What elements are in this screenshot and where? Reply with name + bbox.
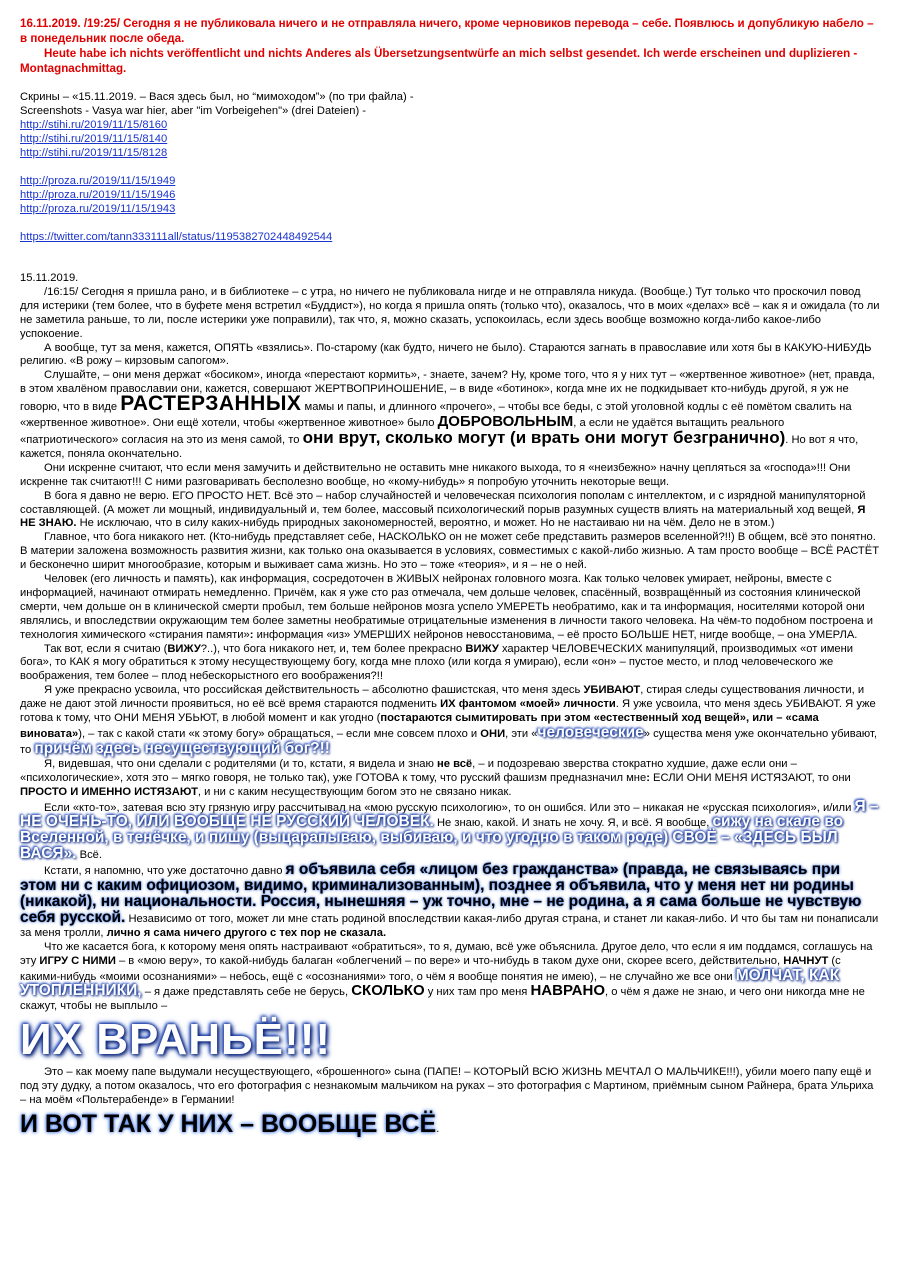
- screenshots-title-de: Screenshots - Vasya war hier, aber "im Vorbeigehen"» (drei Dateien) -: [20, 105, 367, 117]
- header-note: [20, 16, 880, 76]
- stihi-link-2[interactable]: http://stihi.ru/2019/11/15/8140: [20, 133, 168, 145]
- paragraph-2: А вообще, тут за меня, кажется, ОПЯТЬ «взялись». По-старому (как будто, ничего не было). Стараются загнать в православие или хотя бы в КАКУЮ-НИБУДЬ религию. «В рожу – кирзовым сапогом».: [20, 341, 872, 368]
- paragraph-8: Так вот, если я считаю (ВИЖУ?..), что бога никакого нет, и, тем более прекрасно ВИЖУ характер ЧЕЛОВЕЧЕСКИХ манипуляций, производимых «от имени бога», то КАК я могу обратиться к этому несуществующему богу, когда мне плохо (или когда я умираю), если «он» – пустое место, и плод человеческого же воображения, тем более – плод небескорыстного его воображения?!!: [20, 642, 854, 683]
- emphasis-prichyom-zdes: причём здесь несуществующий бог?!!: [34, 739, 330, 757]
- paragraph-11: Если «кто-то», затевая всю эту грязную игру рассчитывал на «мою русскую психологию», то он ошибся. Или это – никакая не «русская психология», и/или Я – НЕ ОЧЕНЬ-ТО, ИЛИ ВООБЩЕ НЕ РУССКИЙ ЧЕЛОВЕК. Не знаю, какой. И знать не хочу. Я, и всё. Я вообще, сижу на скале во Вселенной, в тенёчке, и пишу (выцарапываю, выбиваю, и что угодно в таком роде) СВОЁ – «ЗДЕСЬ БЫЛ ВАСЯ». Всё.: [20, 797, 879, 863]
- stihi-link-3[interactable]: http://stihi.ru/2019/11/15/8128: [20, 147, 168, 159]
- twitter-link[interactable]: https://twitter.com/tann333111all/status/1195382702448492544: [20, 231, 333, 243]
- final-line: И ВОТ ТАК У НИХ – ВООБЩЕ ВСЁ.: [20, 1109, 440, 1138]
- emphasis-zdes-byl-vasya: сижу на скале во Вселенной, в тенёчке, и пишу (выцарапываю, выбиваю, и что угодно в таком роде) СВОЁ – «ЗДЕСЬ БЫЛ ВАСЯ».: [20, 813, 844, 863]
- paragraph-13: Что же касается бога, к которому меня опять настраивают «обратиться», то я, думаю, всё уже объяснила. Другое дело, что если я им поддамся, соглашусь на эту ИГРУ С НИМИ – в «мою веру», то какой-нибудь балаган «облегчений – по вере» и что-нибудь в таком духе они, скорее всего, действительно, НАЧНУТ (с какими-нибудь «моими осознаниями» – небось, ещё с «осознаниями» того, о чём я вообще понятия не имею), – не случайно же все они МОЛЧАТ, КАК УТОПЛЕННИКИ, – я даже представлять себе не берусь, СКОЛЬКО у них там про меня НАВРАНО, о чём я даже не знаю, и чего они никогда мне не скажут, чтобы не выплыло –: [20, 940, 873, 1013]
- proza-link-3[interactable]: http://proza.ru/2019/11/15/1943: [20, 203, 176, 215]
- paragraph-15: Это – как моему папе выдумали несуществующего, «брошенного» сына (ПАПЕ! – КОТОРЫЙ ВСЮ ЖИЗНЬ МЕЧТАЛ О МАЛЬЧИКЕ!!!), убили моего папу ещё и под эту дудку, а потом оказалось, что его фотография с незнакомым мальчиком на руках – это фотография с Мартином, приёмным сыном Райнера, брата Ульриха – на моём «Польтерабенде» в Германии!: [20, 1066, 874, 1107]
- paragraph-3: Слушайте, – они меня держат «босиком», иногда «перестают кормить», - знаете, зачем? Ну, кроме того, что я у них тут – «жертвенное животное» (нет, правда, в этом хвалёном православии они, кажется, совершают ЖЕРТВОПРИНОШЕНИЕ, – в виде «ботинок», когда мне их не подкидывает кто-нибудь другой, я уж не говорю, что в виде РАСТЕРЗАННЫХ мамы и папы, и длинного «прочего», – чтобы все беды, с этой уголовной кодлы с её помётом свалить на «жертвенное животное». Они ещё хотели, чтобы «жертвенное животное» было ДОБРОВОЛЬНЫМ, а если не удаётся вытащить реального «патриотического» согласия на это из меня самой, то они врут, сколько могут (и врать они могут безгранично). Но вот я что, кажется, поняла окончательно.: [20, 369, 875, 460]
- paragraph-9: Я уже прекрасно усвоила, что российская действительность – абсолютно фашистская, что меня здесь УБИВАЮТ, стирая следы существования личности, и даже не дают этой личности проявиться, но её всё время стараются подменить ИХ фантомом «моей» личности. Я уже усвоила, что меня здесь УБИВАЮТ. Я уже готова к тому, что ОНИ МЕНЯ УБЬЮТ, в любой момент и как угодно (постараются сымитировать при этом «естественный ход вещей», или – «сама виновата»), – так с какой стати «к этому богу» обращаться, – если мне совсем плохо и ОНИ, эти «человеческие» существа меня уже окончательно убивают, то причём здесь несуществующий бог?!!: [20, 684, 877, 757]
- headline-ikh-vranyo: [20, 1014, 880, 1066]
- huge-ikh-vranyo: ИХ ВРАНЬЁ!!!: [20, 1015, 332, 1065]
- emphasis-ne-russkiy: Я – НЕ ОЧЕНЬ-ТО, ИЛИ ВООБЩЕ НЕ РУССКИЙ ЧЕЛОВЕК.: [20, 797, 879, 831]
- proza-link-2[interactable]: http://proza.ru/2019/11/15/1946: [20, 189, 176, 201]
- article-body: [20, 272, 880, 1140]
- emphasis-litso-bez-grazhdanstva: я объявила себя «лицом без гражданства» (правда, не связываясь при этом ни с каким официозом, видимо, криминализованным), позднее я объявила, что у меня нет ни родины (никакой), ни национальности. Россия, нынешняя – уж точно, мне – не родина, а я сама больше не чувствую себя русской.: [20, 861, 862, 926]
- emphasis-oni-vrut: они врут, сколько могут (и врать они могут безгранично): [302, 427, 786, 447]
- final-vot-tak: И ВОТ ТАК У НИХ – ВООБЩЕ ВСЁ: [20, 1109, 437, 1138]
- header-note-de: Heute habe ich nichts veröffentlicht und nichts Anderes als Übersetzungsentwürfe an mich selbst gesendet. Ich werde erscheinen und duplizieren - Montagnachmittag.: [20, 47, 858, 75]
- paragraph-7: Человек (его личность и память), как информация, сосредоточен в ЖИВЫХ нейронах головного мозга. Как только человек умирает, нейроны, вместе с информацией, начинают отмирать немедленно. Причём, как я уже сто раз отмечала, чем дольше человек, спасённый, возвращённый из состояния клинической смерти, чем дольше он в клинической смерти пробыл, тем больше нейронов мозга успело УМЕРЕТЬ необратимо, как и та информация, носителями которой они являлись, и впоследствии окружающим тем более заметны необратимые отрицательные изменения в личности такого человека. На чём-то подобном построена и технология химического «стирания памяти»: информация «из» УМЕРШИХ нейронов невосстановима, – её просто БОЛЬШЕ НЕТ, нигде вообще, – она УМЕРЛА.: [20, 573, 873, 641]
- article-date: 15.11.2019.: [20, 272, 79, 284]
- paragraph-5: В бога я давно не верю. ЕГО ПРОСТО НЕТ. Всё это – набор случайностей и человеческая психология пополам с интеллектом, и с изрядной манипуляторной составляющей. (А может ли мощный, индивидуальный и, тем более, массовый психологический порыв разумных существ влиять на материальный ход вещей, Я НЕ ЗНАЮ. Не исключаю, что в силу каких-нибудь природных закономерностей, вероятно, и может. Но не настаиваю ни на чём. Дело не в этом.): [20, 489, 866, 530]
- emphasis-chelovecheskie: человеческие: [537, 724, 644, 741]
- screenshots-title-ru: Скрины – «15.11.2019. – Вася здесь был, но “мимоходом”» (по три файла) -: [20, 91, 414, 103]
- emphasis-dobrovolnym: ДОБРОВОЛЬНЫМ: [437, 413, 574, 431]
- header-note-ru: 16.11.2019. /19:25/ Сегодня я не публиковала ничего и не отправляла ничего, кроме черновиков перевода – себе. Появлюсь и допубликую набело – в понедельник после обеда.: [20, 17, 874, 45]
- paragraph-6: Главное, что бога никакого нет. (Кто-нибудь представляет себе, НАСКОЛЬКО он не может себе представить размеров вселенной?!!) В общем, всё это понятно. В материи заложена возможность развития жизни, как только она оказывается в условиях, совместимых с какой-либо жизнью. А там просто вообще – ВСЁ РАСТЁТ и бесконечно ширит многообразие, которым и выживает сама жизнь. Но это – тоже «теория», и я – не о ней.: [20, 531, 880, 572]
- emphasis-molchat: МОЛЧАТ, КАК УТОПЛЕННИКИ,: [20, 966, 840, 1000]
- proza-link-1[interactable]: http://proza.ru/2019/11/15/1949: [20, 175, 176, 187]
- emphasis-rasterzannykh: РАСТЕРЗАННЫХ: [120, 392, 302, 416]
- paragraph-1: /16:15/ Сегодня я пришла рано, и в библиотеке – с утра, но ничего не публиковала нигде и не отправляла никуда. (Вообще.) Тут только что проскочил повод для истерики (тем более, что в буфете меня встретил «Буддист»), но когда я пришла опять (только что), оказалось, что в моих «делах» всё – как я и ожидала (то ли не заметила раньше, то ли, после истерики уже поправили), так что, я, можно сказать, успокоилась, если здесь вообще возможно когда-либо какое-либо успокоение.: [20, 285, 880, 340]
- paragraph-12: Кстати, я напомню, что уже достаточно давно я объявила себя «лицом без гражданства» (правда, не связываясь при этом ни с каким официозом, видимо, криминализованным), позднее я объявила, что у меня нет ни родины (никакой), ни национальности. Россия, нынешняя – уж точно, мне – не родина, а я сама больше не чувствую себя русской. Независимо от того, может ли мне стать родиной впоследствии какая-либо другая страна, и станет ли какая-либо. И что бы там ни понаписали за меня тролли, лично я сама ничего другого с тех пор не сказала.: [20, 861, 879, 939]
- stihi-link-1[interactable]: http://stihi.ru/2019/11/15/8160: [20, 119, 168, 131]
- paragraph-4: Они искренне считают, что если меня замучить и действительно не оставить мне никакого выхода, то я «неизбежно» начну цепляться за «господа»!!! Они искренне так считают!!! С ними разговаривать бесполезно вообще, но «кому-нибудь» я попробую уточнить некоторые вещи.: [20, 461, 851, 488]
- paragraph-10: Я, видевшая, что они сделали с родителями (и то, кстати, я видела и знаю не всё, – и подозреваю зверства стократно худшие, даже если они – «психологические», хотя это – мягко говоря, не только так), уже ГОТОВА к тому, что русский фашизм предназначил мне: ЕСЛИ ОНИ МЕНЯ ИСТЯЗАЮТ, то они ПРОСТО И ИМЕННО ИСТЯЗАЮТ, и ни с каким несуществующим богом это не связано никак.: [20, 757, 851, 798]
